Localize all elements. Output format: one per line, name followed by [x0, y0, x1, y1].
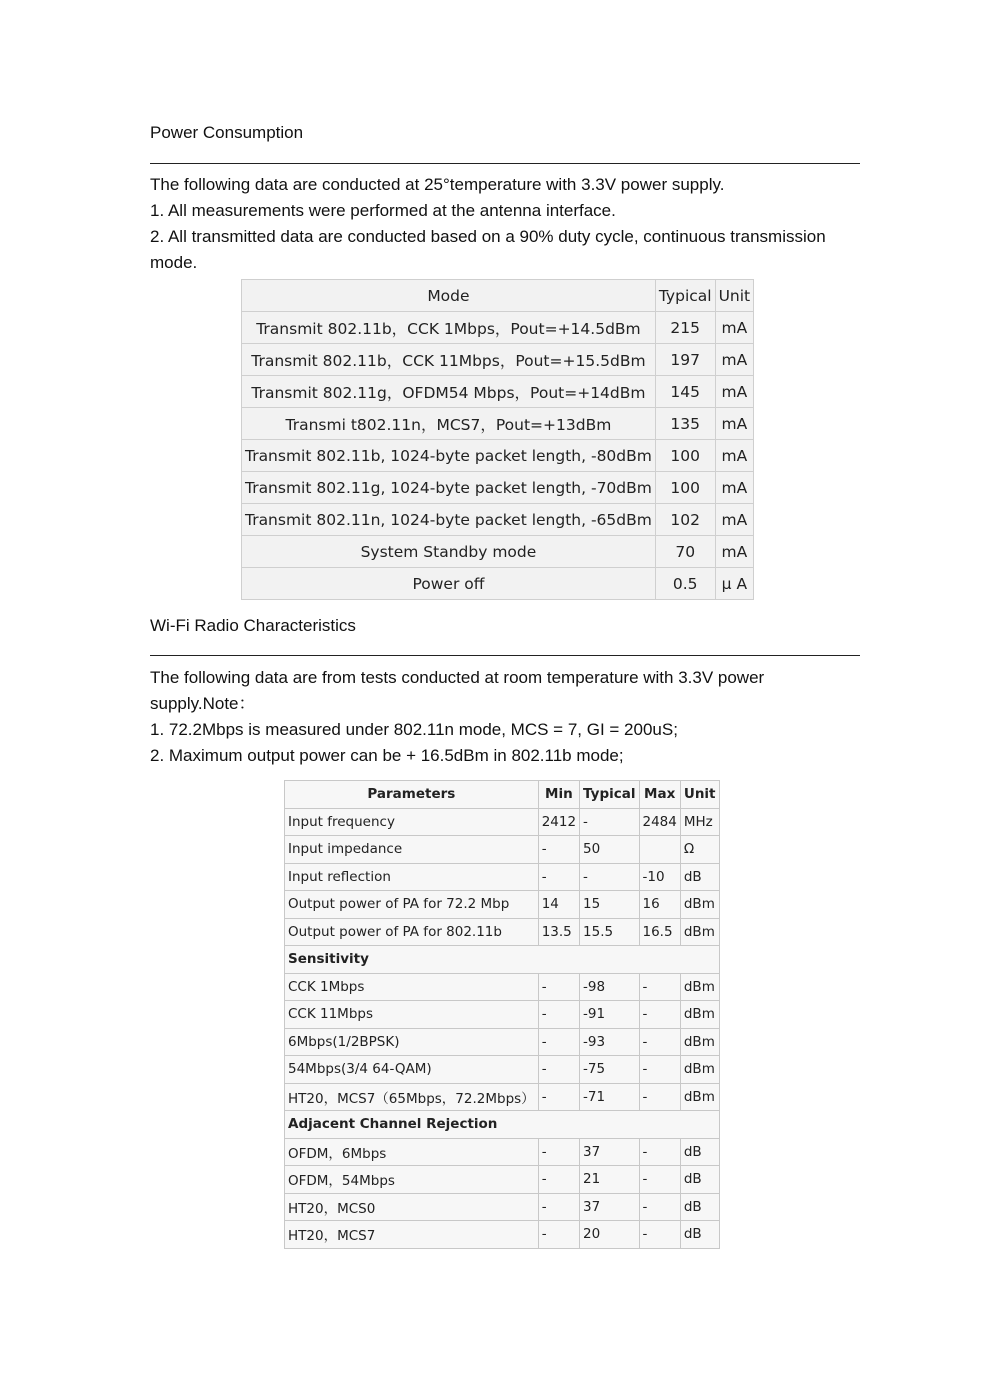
typical-cell: 20: [580, 1221, 639, 1249]
unit-cell: mA: [715, 312, 754, 344]
parameter-cell: Input frequency: [285, 808, 539, 836]
section-heading-cell: Adjacent Channel Rejection: [285, 1111, 720, 1139]
max-cell: -10: [639, 863, 680, 891]
table-row: [285, 836, 720, 864]
unit-cell: dBm: [680, 973, 719, 1001]
unit-cell: mA: [715, 504, 754, 536]
wifi-intro-line: 2. Maximum output power can be + 16.5dBm in 802.11b mode;: [150, 746, 624, 765]
typical-cell: -75: [580, 1056, 639, 1084]
table-row: [285, 808, 720, 836]
min-cell: 14: [538, 891, 579, 919]
unit-cell: dBm: [680, 1028, 719, 1056]
max-cell: -: [639, 1193, 680, 1221]
max-cell: -: [639, 1028, 680, 1056]
mode-cell: System Standby mode: [242, 536, 656, 568]
min-cell: -: [538, 1193, 579, 1221]
typical-cell: -71: [580, 1083, 639, 1111]
table-row: [242, 312, 754, 344]
typical-cell: 70: [655, 536, 715, 568]
unit-cell: dB: [680, 1221, 719, 1249]
max-cell: [639, 836, 680, 864]
section-heading-cell: Sensitivity: [285, 946, 720, 974]
min-cell: -: [538, 1166, 579, 1194]
min-cell: 2412: [538, 808, 579, 836]
table-row: [285, 1166, 720, 1194]
unit-cell: dBm: [680, 918, 719, 946]
unit-cell: μ A: [715, 568, 754, 600]
parameter-cell: OFDM，54Mbps: [285, 1166, 539, 1194]
parameter-cell: 6Mbps(1/2BPSK): [285, 1028, 539, 1056]
power-consumption-table: [241, 279, 754, 600]
typical-cell: -98: [580, 973, 639, 1001]
wifi-table-body: [285, 808, 720, 1248]
typical-cell: 37: [580, 1193, 639, 1221]
wifi-intro-line: 1. 72.2Mbps is measured under 802.11n mode, MCS = 7, GI = 200uS;: [150, 720, 678, 739]
unit-cell: dBm: [680, 1001, 719, 1029]
table-row: [285, 1193, 720, 1221]
unit-cell: dBm: [680, 891, 719, 919]
max-cell: -: [639, 1166, 680, 1194]
typical-cell: 197: [655, 344, 715, 376]
table-row: [285, 1111, 720, 1139]
unit-cell: dBm: [680, 1083, 719, 1111]
parameter-cell: CCK 1Mbps: [285, 973, 539, 1001]
table-row: [285, 1001, 720, 1029]
header-max: Max: [639, 781, 680, 809]
table-row: [285, 1056, 720, 1084]
table-row: [285, 891, 720, 919]
mode-cell: Transmit 802.11b, 1024-byte packet length, -80dBm: [242, 440, 656, 472]
typical-cell: 0.5: [655, 568, 715, 600]
min-cell: -: [538, 1028, 579, 1056]
parameter-cell: Input impedance: [285, 836, 539, 864]
wifi-intro-line: The following data are from tests conducted at room temperature with 3.3V power supply.Note：: [150, 668, 765, 713]
typical-cell: 37: [580, 1138, 639, 1166]
table-row: [242, 408, 754, 440]
table-row: [285, 863, 720, 891]
header-unit: Unit: [680, 781, 719, 809]
table-row: [242, 568, 754, 600]
table-row: [285, 1138, 720, 1166]
max-cell: -: [639, 1221, 680, 1249]
parameter-cell: Output power of PA for 72.2 Mbp: [285, 891, 539, 919]
unit-cell: dB: [680, 1193, 719, 1221]
header-mode: Mode: [242, 280, 656, 312]
table-row: [242, 472, 754, 504]
table-row: [242, 536, 754, 568]
typical-cell: 145: [655, 376, 715, 408]
parameter-cell: Input reflection: [285, 863, 539, 891]
min-cell: -: [538, 1138, 579, 1166]
typical-cell: 100: [655, 472, 715, 504]
table-row: [242, 504, 754, 536]
parameter-cell: CCK 11Mbps: [285, 1001, 539, 1029]
typical-cell: 102: [655, 504, 715, 536]
unit-cell: mA: [715, 408, 754, 440]
header-typical: Typical: [655, 280, 715, 312]
mode-cell: Transmit 802.11n, 1024-byte packet length, -65dBm: [242, 504, 656, 536]
min-cell: -: [538, 1001, 579, 1029]
table-row: [242, 440, 754, 472]
section-divider: [150, 163, 860, 164]
typical-cell: 50: [580, 836, 639, 864]
power-intro-line: 2. All transmitted data are conducted based on a 90% duty cycle, continuous transmission mode.: [150, 227, 826, 272]
wifi-intro: [150, 665, 850, 769]
table-row: [285, 1028, 720, 1056]
parameter-cell: Output power of PA for 802.11b: [285, 918, 539, 946]
typical-cell: 15.5: [580, 918, 639, 946]
typical-cell: 15: [580, 891, 639, 919]
mode-cell: Power off: [242, 568, 656, 600]
unit-cell: mA: [715, 536, 754, 568]
table-row: [285, 918, 720, 946]
typical-cell: -: [580, 808, 639, 836]
min-cell: -: [538, 863, 579, 891]
mode-cell: Transmit 802.11g，OFDM54 Mbps，Pout=+14dBm: [242, 376, 656, 408]
header-parameters: Parameters: [285, 781, 539, 809]
max-cell: -: [639, 1056, 680, 1084]
unit-cell: mA: [715, 344, 754, 376]
section-divider: [150, 655, 860, 656]
typical-cell: -: [580, 863, 639, 891]
parameter-cell: HT20，MCS7: [285, 1221, 539, 1249]
max-cell: 16: [639, 891, 680, 919]
typical-cell: 21: [580, 1166, 639, 1194]
max-cell: 2484: [639, 808, 680, 836]
parameter-cell: 54Mbps(3/4 64-QAM): [285, 1056, 539, 1084]
wifi-radio-title: Wi-Fi Radio Characteristics: [150, 616, 356, 635]
table-row: [285, 1221, 720, 1249]
typical-cell: -93: [580, 1028, 639, 1056]
mode-cell: Transmit 802.11g, 1024-byte packet length, -70dBm: [242, 472, 656, 504]
min-cell: -: [538, 836, 579, 864]
max-cell: -: [639, 1083, 680, 1111]
power-intro: [150, 172, 850, 276]
typical-cell: 100: [655, 440, 715, 472]
max-cell: -: [639, 973, 680, 1001]
unit-cell: Ω: [680, 836, 719, 864]
typical-cell: -91: [580, 1001, 639, 1029]
table-row: [242, 344, 754, 376]
min-cell: -: [538, 973, 579, 1001]
table-row: [285, 973, 720, 1001]
unit-cell: dB: [680, 1166, 719, 1194]
max-cell: -: [639, 1001, 680, 1029]
table-row: [285, 1083, 720, 1111]
parameter-cell: HT20，MCS0: [285, 1193, 539, 1221]
mode-cell: Transmi t802.11n，MCS7，Pout=+13dBm: [242, 408, 656, 440]
header-unit: Unit: [715, 280, 754, 312]
unit-cell: mA: [715, 472, 754, 504]
parameter-cell: OFDM，6Mbps: [285, 1138, 539, 1166]
table-row: [242, 376, 754, 408]
unit-cell: mA: [715, 376, 754, 408]
parameter-cell: HT20，MCS7（65Mbps，72.2Mbps）: [285, 1083, 539, 1111]
unit-cell: MHz: [680, 808, 719, 836]
unit-cell: mA: [715, 440, 754, 472]
header-typical: Typical: [580, 781, 639, 809]
table-row: [285, 946, 720, 974]
typical-cell: 135: [655, 408, 715, 440]
min-cell: -: [538, 1083, 579, 1111]
power-intro-line: 1. All measurements were performed at the antenna interface.: [150, 201, 616, 220]
mode-cell: Transmit 802.11b，CCK 11Mbps，Pout=+15.5dBm: [242, 344, 656, 376]
power-table-body: [242, 312, 754, 600]
table-header-row: [285, 781, 720, 809]
min-cell: 13.5: [538, 918, 579, 946]
max-cell: 16.5: [639, 918, 680, 946]
unit-cell: dBm: [680, 1056, 719, 1084]
table-header-row: [242, 280, 754, 312]
unit-cell: dB: [680, 1138, 719, 1166]
min-cell: -: [538, 1056, 579, 1084]
unit-cell: dB: [680, 863, 719, 891]
power-intro-line: The following data are conducted at 25°temperature with 3.3V power supply.: [150, 175, 725, 194]
mode-cell: Transmit 802.11b，CCK 1Mbps，Pout=+14.5dBm: [242, 312, 656, 344]
max-cell: -: [639, 1138, 680, 1166]
power-consumption-title: Power Consumption: [150, 123, 304, 142]
typical-cell: 215: [655, 312, 715, 344]
wifi-radio-table: [284, 780, 720, 1249]
min-cell: -: [538, 1221, 579, 1249]
header-min: Min: [538, 781, 579, 809]
